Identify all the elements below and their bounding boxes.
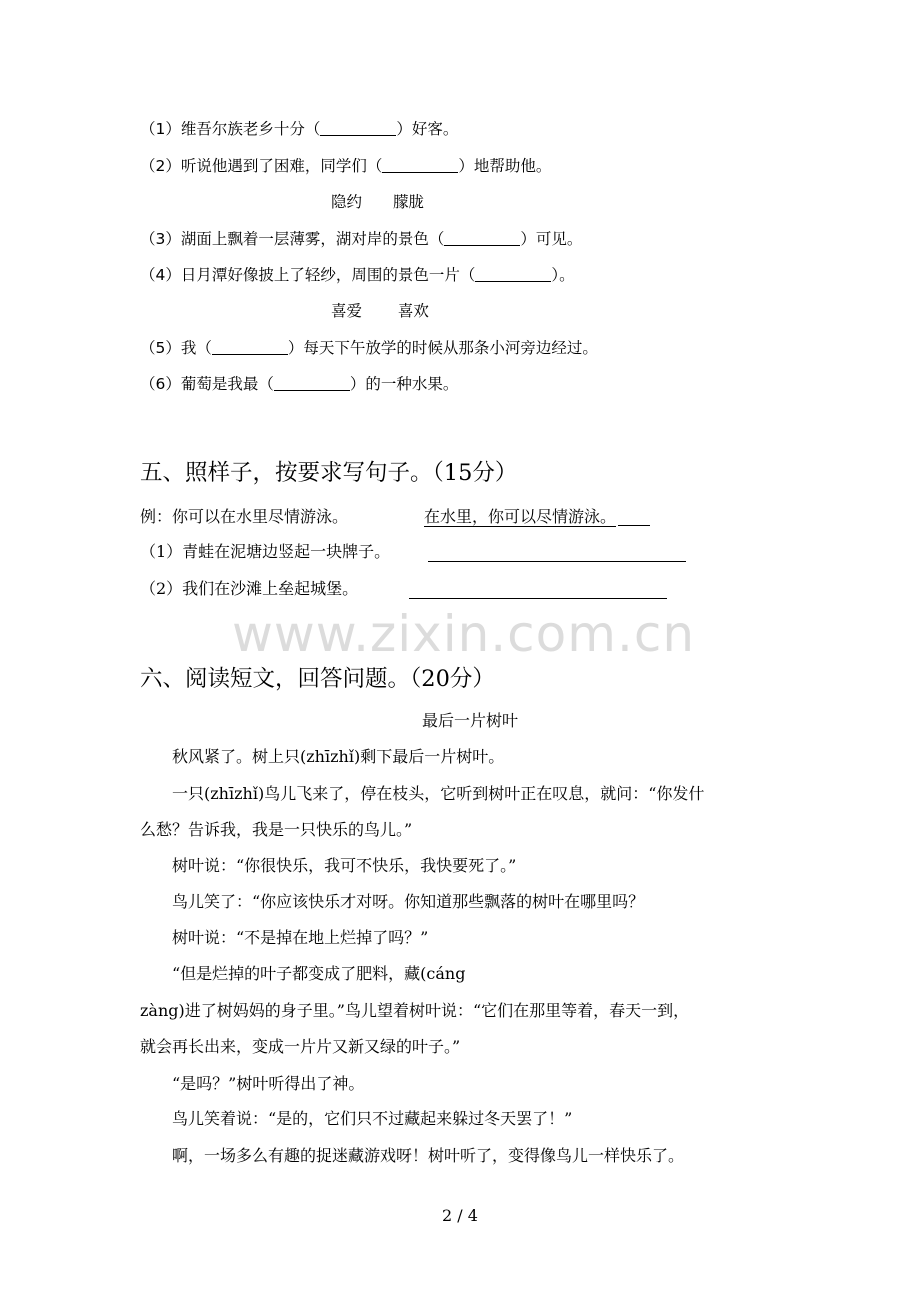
passage-line: 么愁？告诉我，我是一只快乐的鸟儿。” <box>140 820 413 839</box>
q4-item-3 <box>140 228 582 250</box>
passage-line: 就会再长出来，变成一片片又新又绿的叶子。” <box>140 1037 461 1056</box>
example-answer-underline-tail <box>618 525 650 526</box>
answer-blank[interactable] <box>382 156 458 173</box>
page-number: 2 / 4 <box>442 1206 478 1225</box>
q4-item-4-text: （4）日月潭好像披上了轻纱，周围的景色一片（ <box>140 266 476 284</box>
passage-line: 一只(zhīzhǐ)鸟儿飞来了，停在枝头，它听到树叶正在叹息，就问：“你发什 <box>172 784 705 803</box>
answer-line-2[interactable] <box>409 598 667 599</box>
q4-item-3-tail: ）可见。 <box>520 230 583 248</box>
q4-item-6 <box>140 373 458 395</box>
q4-item-6-text: （6）葡萄是我最（ <box>140 375 274 393</box>
section-5-question-2: （2）我们在沙滩上垒起城堡。 <box>140 579 359 598</box>
section-6-title: 六、阅读短文，回答问题。（20分） <box>140 666 495 692</box>
passage-line: 树叶说：“你很快乐，我可不快乐，我快要死了。” <box>172 856 517 875</box>
section-5-question-1: （1）青蛙在泥塘边竖起一块牌子。 <box>140 542 391 561</box>
answer-blank[interactable] <box>274 374 350 391</box>
answer-line-1[interactable] <box>428 561 686 562</box>
watermark: www.zixin.com.cn <box>232 605 696 663</box>
q4-item-3-text: （3）湖面上飘着一层薄雾，湖对岸的景色（ <box>140 230 445 248</box>
q4-item-5-tail: ）每天下午放学的时候从那条小河旁边经过。 <box>287 339 598 357</box>
q4-item-1-text: （1）维吾尔族老乡十分（ <box>140 120 321 138</box>
q4-item-2 <box>140 155 551 177</box>
q4-item-5-text: （5）我（ <box>140 339 212 357</box>
passage-line: 树叶说：“不是掉在地上烂掉了吗？” <box>172 928 429 947</box>
passage-line: 秋风紧了。树上只(zhīzhǐ)剩下最后一片树叶。 <box>172 747 505 766</box>
q4-item-1 <box>140 118 458 140</box>
passage-line: zàng)进了树妈妈的身子里。”鸟儿望着树叶说：“它们在那里等着，春天一到， <box>140 1001 690 1020</box>
word-choice-group-2: 隐约 朦胧 <box>331 193 425 211</box>
answer-blank[interactable] <box>475 265 551 282</box>
answer-blank[interactable] <box>320 119 396 136</box>
passage-line: “但是烂掉的叶子都变成了肥料，藏(cáng <box>172 964 466 983</box>
q4-item-4-tail: ）。 <box>551 266 575 284</box>
q4-item-6-tail: ）的一种水果。 <box>349 375 459 393</box>
q4-item-4 <box>140 264 575 286</box>
passage-line: 鸟儿笑了：“你应该快乐才对呀。你知道那些飘落的树叶在哪里吗？ <box>172 892 645 911</box>
passage-line: “是吗？”树叶听得出了神。 <box>172 1074 365 1093</box>
q4-item-2-text: （2）听说他遇到了困难，同学们（ <box>140 157 383 175</box>
q4-item-1-tail: ）好客。 <box>396 120 459 138</box>
q4-item-2-tail: ）地帮助他。 <box>458 157 552 175</box>
section-5-title: 五、照样子，按要求写句子。（15分） <box>140 460 518 486</box>
example-label: 例：你可以在水里尽情游泳。 <box>140 507 349 526</box>
answer-blank[interactable] <box>444 229 520 246</box>
passage-line: 鸟儿笑着说：“是的，它们只不过藏起来躲过冬天罢了！” <box>172 1109 573 1128</box>
q4-item-5 <box>140 337 598 359</box>
passage-line: 啊，一场多么有趣的捉迷藏游戏呀！树叶听了，变得像鸟儿一样快乐了。 <box>172 1146 685 1165</box>
answer-blank[interactable] <box>212 338 288 355</box>
example-answer: 在水里，你可以尽情游泳。 <box>424 507 617 526</box>
word-choice-group-3: 喜爱 喜欢 <box>331 302 429 320</box>
passage-title: 最后一片树叶 <box>422 711 519 730</box>
